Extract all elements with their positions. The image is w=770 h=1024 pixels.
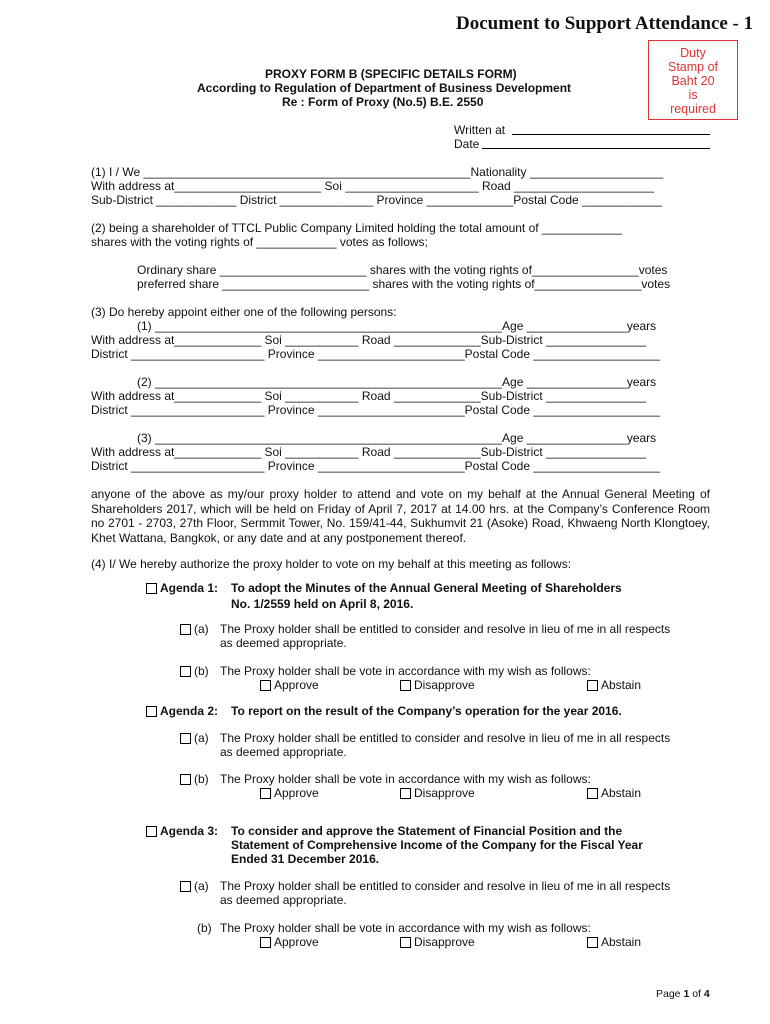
agenda-1-option-a xyxy=(180,622,209,636)
option-b-checkbox[interactable] xyxy=(180,774,191,785)
shareholder-district-line[interactable]: Sub-District ____________ District ______________ Province _____________Postal Code ____________ xyxy=(91,193,663,207)
proxy-1-district-line[interactable]: District ____________________ Province ______________________Postal Code ___________________ xyxy=(91,347,661,361)
option-b-label: (b) xyxy=(194,772,209,786)
form-reference: Re : Form of Proxy (No.5) B.E. 2550 xyxy=(282,95,484,109)
disapprove-label: Disapprove xyxy=(414,678,475,692)
agenda-3 xyxy=(146,824,218,838)
preferred-share-line[interactable]: preferred share ______________________ shares with the voting rights of________________votes xyxy=(137,277,671,291)
agenda-1 xyxy=(146,581,218,595)
option-a-label: (a) xyxy=(194,622,209,636)
proxy-1-address-line[interactable]: With address at_____________ Soi ___________ Road _____________Sub-District _______________ xyxy=(91,333,647,347)
approve-label: Approve xyxy=(274,678,319,692)
form-subtitle: According to Regulation of Department of Business Development xyxy=(197,81,572,95)
shareholder-address-line[interactable]: With address at______________________ Soi ____________________ Road _____________________ xyxy=(91,179,655,193)
option-b-label: (b) xyxy=(194,664,209,678)
abstain-label: Abstain xyxy=(601,935,642,949)
proxy-1-name-line[interactable]: (1) ____________________________________________________Age _______________years xyxy=(137,319,657,333)
proxy-2-address-line[interactable]: With address at_____________ Soi ___________ Road _____________Sub-District _______________ xyxy=(91,389,647,403)
agenda-1-text: No. 1/2559 held on April 8, 2016. xyxy=(231,597,414,611)
stamp-line: required xyxy=(670,102,716,116)
approve-label: Approve xyxy=(274,935,319,949)
date-field[interactable] xyxy=(482,148,710,149)
shareholder-name-line[interactable]: (1) I / We _________________________________________________Nationality ____________________ xyxy=(91,165,664,179)
option-b-text: The Proxy holder shall be vote in accordance with my wish as follows: xyxy=(220,921,591,935)
agenda-3-option-a xyxy=(180,879,209,893)
option-a-text: as deemed appropriate. xyxy=(220,636,347,650)
option-a-checkbox[interactable] xyxy=(180,733,191,744)
page-current: 1 xyxy=(683,988,690,1000)
agenda-3-text: Ended 31 December 2016. xyxy=(231,852,380,866)
option-b-text: The Proxy holder shall be vote in accordance with my wish as follows: xyxy=(220,664,591,678)
approve-checkbox[interactable] xyxy=(260,788,271,799)
page-prefix: Page xyxy=(656,988,681,1000)
abstain-option xyxy=(587,678,641,692)
agenda-3-option-b-label: (b) xyxy=(197,921,212,935)
agenda-1-text: To adopt the Minutes of the Annual General Meeting of Shareholders xyxy=(231,581,622,595)
option-b-text: The Proxy holder shall be vote in accordance with my wish as follows: xyxy=(220,772,591,786)
agenda-2 xyxy=(146,704,218,718)
proxy-3-address-line[interactable]: With address at_____________ Soi ___________ Road _____________Sub-District _______________ xyxy=(91,445,647,459)
appoint-intro: (3) Do hereby appoint either one of the following persons: xyxy=(91,305,397,319)
option-a-label: (a) xyxy=(194,879,209,893)
option-a-text: The Proxy holder shall be entitled to consider and resolve in lieu of me in all respects xyxy=(220,622,671,636)
option-a-label: (a) xyxy=(194,731,209,745)
agenda-1-label: Agenda 1: xyxy=(160,581,219,595)
abstain-checkbox[interactable] xyxy=(587,788,598,799)
approve-label: Approve xyxy=(274,786,319,800)
approve-checkbox[interactable] xyxy=(260,937,271,948)
proxy-3-district-line[interactable]: District ____________________ Province ______________________Postal Code ___________________ xyxy=(91,459,661,473)
disapprove-label: Disapprove xyxy=(414,786,475,800)
approve-option xyxy=(260,935,319,949)
voting-rights-line[interactable]: shares with the voting rights of ____________ votes as follows; xyxy=(91,235,428,249)
agenda-2-option-b xyxy=(180,772,209,786)
page-total: 4 xyxy=(703,988,710,1000)
agenda-2-option-a xyxy=(180,731,209,745)
option-a-checkbox[interactable] xyxy=(180,624,191,635)
agenda-2-checkbox[interactable] xyxy=(146,706,157,717)
disapprove-option xyxy=(400,786,475,800)
option-b-checkbox[interactable] xyxy=(180,666,191,677)
ordinary-share-line[interactable]: Ordinary share ______________________ shares with the voting rights of________________votes xyxy=(137,263,668,277)
option-a-text: The Proxy holder shall be entitled to consider and resolve in lieu of me in all respects xyxy=(220,879,671,893)
agenda-3-text: To consider and approve the Statement of Financial Position and the xyxy=(231,824,623,838)
disapprove-checkbox[interactable] xyxy=(400,937,411,948)
abstain-label: Abstain xyxy=(601,678,642,692)
meeting-details-paragraph: anyone of the above as my/our proxy holder to attend and vote on my behalf at the Annual General Meeting of Shareholders 2017, which will be held on Friday of April 7, 2017 at 14.00 hrs. at the Company’s Conference Room no 2701 - 2703, 27th Floor, Sermmit Tower, No. 159/41-44, Sukhumvit 21 (Asoke) Road, Khwaeng North Klongtoey, Khet Wattana, Bangkok, or any date and at any postponement thereof. xyxy=(91,487,710,545)
agenda-2-label: Agenda 2: xyxy=(160,704,219,718)
option-a-text: as deemed appropriate. xyxy=(220,745,347,759)
page-number xyxy=(656,987,710,1001)
stamp-line: Duty xyxy=(680,46,706,60)
stamp-line: is xyxy=(688,88,698,102)
approve-option xyxy=(260,786,319,800)
agenda-3-text: Statement of Comprehensive Income of the Company for the Fiscal Year xyxy=(231,838,643,852)
approve-option xyxy=(260,678,319,692)
abstain-option xyxy=(587,935,641,949)
disapprove-option xyxy=(400,678,475,692)
abstain-checkbox[interactable] xyxy=(587,937,598,948)
stamp-line: Stamp of xyxy=(667,60,719,74)
agenda-1-option-b xyxy=(180,664,209,678)
proxy-3-name-line[interactable]: (3) ____________________________________________________Age _______________years xyxy=(137,431,657,445)
option-a-checkbox[interactable] xyxy=(180,881,191,892)
agenda-3-checkbox[interactable] xyxy=(146,826,157,837)
proxy-2-name-line[interactable]: (2) ____________________________________________________Age _______________years xyxy=(137,375,657,389)
disapprove-label: Disapprove xyxy=(414,935,475,949)
option-a-text: as deemed appropriate. xyxy=(220,893,347,907)
agenda-1-checkbox[interactable] xyxy=(146,583,157,594)
stamp-line: Baht 20 xyxy=(671,74,715,88)
form-title: PROXY FORM B (SPECIFIC DETAILS FORM) xyxy=(265,67,517,81)
disapprove-option xyxy=(400,935,475,949)
option-a-text: The Proxy holder shall be entitled to consider and resolve in lieu of me in all respects xyxy=(220,731,671,745)
disapprove-checkbox[interactable] xyxy=(400,680,411,691)
approve-checkbox[interactable] xyxy=(260,680,271,691)
authorize-intro: (4) I/ We hereby authorize the proxy holder to vote on my behalf at this meeting as follows: xyxy=(91,557,572,571)
disapprove-checkbox[interactable] xyxy=(400,788,411,799)
written-at-label: Written at xyxy=(454,123,506,137)
agenda-3-label: Agenda 3: xyxy=(160,824,219,838)
abstain-checkbox[interactable] xyxy=(587,680,598,691)
date-label: Date xyxy=(454,137,480,151)
shareholding-line[interactable]: (2) being a shareholder of TTCL Public Company Limited holding the total amount of ____________ xyxy=(91,221,623,235)
written-at-field[interactable] xyxy=(512,134,710,135)
proxy-2-district-line[interactable]: District ____________________ Province ______________________Postal Code ___________________ xyxy=(91,403,661,417)
page-header-title: Document to Support Attendance - 1 xyxy=(456,13,754,34)
agenda-2-text: To report on the result of the Company’s operation for the year 2016. xyxy=(231,704,622,718)
duty-stamp-box xyxy=(648,40,738,120)
page-of: of xyxy=(692,988,701,1000)
abstain-option xyxy=(587,786,641,800)
abstain-label: Abstain xyxy=(601,786,642,800)
